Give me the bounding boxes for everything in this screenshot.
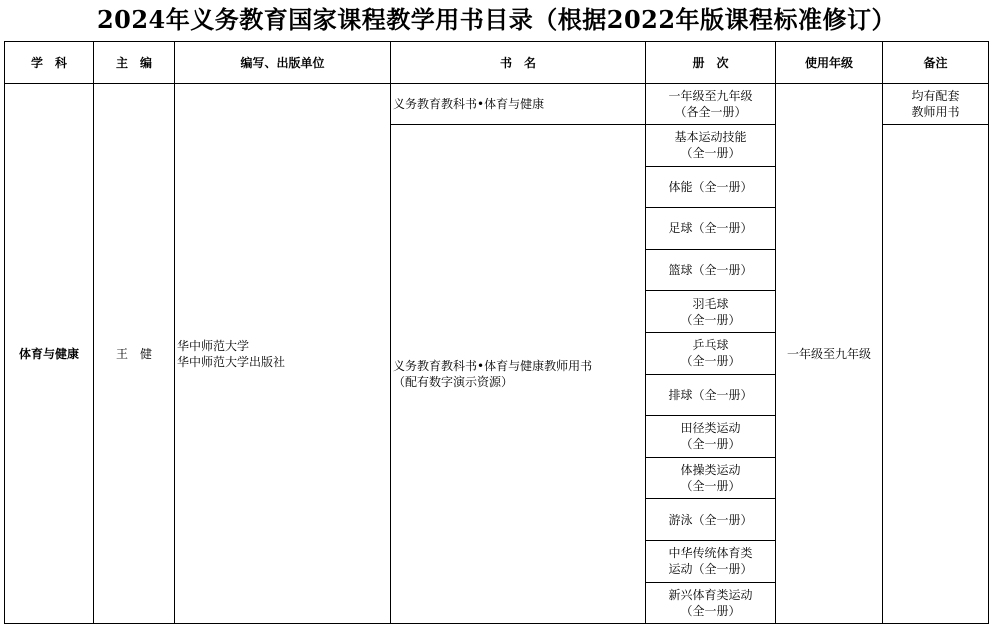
header-editor: 主 编 — [94, 42, 175, 84]
volume-cell — [646, 125, 776, 167]
book-name-student-cell: 义务教育教科书•体育与健康 — [391, 84, 646, 125]
volume-cell — [646, 84, 776, 125]
table-row — [5, 84, 989, 125]
table-header-row — [5, 42, 989, 84]
header-notes: 备注 — [883, 42, 989, 84]
volume-cell — [646, 582, 776, 624]
notes-cell — [883, 84, 989, 125]
book-name-line: （配有数字演示资源） — [393, 375, 514, 390]
volume-line: 中华传统体育类 — [668, 546, 753, 561]
book-name-line: 义务教育教科书•体育与健康教师用书 — [393, 359, 593, 374]
grade-cell: 一年级至九年级 — [776, 84, 883, 624]
publisher-cell — [175, 84, 391, 624]
note-line: 教师用书 — [911, 105, 960, 119]
volume-cell — [646, 499, 776, 541]
volume-line: 运动（全一册） — [668, 562, 753, 577]
volume-line: 羽毛球 — [692, 296, 729, 311]
volume-line: 体能（全一册） — [668, 179, 753, 194]
header-grade: 使用年级 — [776, 42, 883, 84]
volume-line: （全一册） — [680, 146, 741, 161]
header-publisher: 编写、出版单位 — [175, 42, 391, 84]
volume-cell — [646, 374, 776, 416]
volume-cell — [646, 249, 776, 291]
volume-cell — [646, 291, 776, 333]
header-subject: 学 科 — [5, 42, 94, 84]
editor-cell: 王 健 — [94, 84, 175, 624]
volume-line: 篮球（全一册） — [668, 263, 753, 278]
volume-line: 新兴体育类运动 — [668, 587, 753, 602]
header-book-name: 书 名 — [391, 42, 646, 84]
volume-line: 基本运动技能 — [674, 130, 747, 145]
publisher-line: 华中师范大学出版社 — [177, 354, 286, 369]
volume-cell — [646, 332, 776, 374]
volume-line: 一年级至九年级 — [668, 89, 753, 103]
volume-line: 排球（全一册） — [668, 387, 753, 402]
header-volumes: 册 次 — [646, 42, 776, 84]
volume-line: （全一册） — [680, 312, 741, 327]
volume-cell — [646, 166, 776, 208]
volume-line: 足球（全一册） — [668, 221, 753, 236]
page-title: 2024年义务教育国家课程教学用书目录（根据2022年版课程标准修订） — [96, 5, 897, 34]
volume-cell — [646, 416, 776, 458]
volume-line: 游泳（全一册） — [668, 512, 753, 527]
volume-cell — [646, 457, 776, 499]
subject-cell: 体育与健康 — [5, 84, 94, 624]
volume-line: 田径类运动 — [680, 421, 741, 436]
volume-line: （全一册） — [680, 354, 741, 369]
volume-line: （全一册） — [680, 437, 741, 452]
volume-line: 体操类运动 — [680, 463, 741, 478]
volume-cell — [646, 208, 776, 250]
textbook-catalog-table — [4, 41, 989, 624]
note-line: 均有配套 — [911, 89, 960, 103]
publisher-line: 华中师范大学 — [177, 338, 250, 353]
book-name-teacher-cell — [391, 125, 646, 624]
volume-line: （全一册） — [680, 479, 741, 494]
volume-cell — [646, 540, 776, 582]
volume-line: 乒乓球 — [692, 338, 729, 353]
volume-line: （全一册） — [680, 603, 741, 618]
volume-line: （各全一册） — [674, 105, 747, 119]
notes-empty-cell — [883, 125, 989, 624]
